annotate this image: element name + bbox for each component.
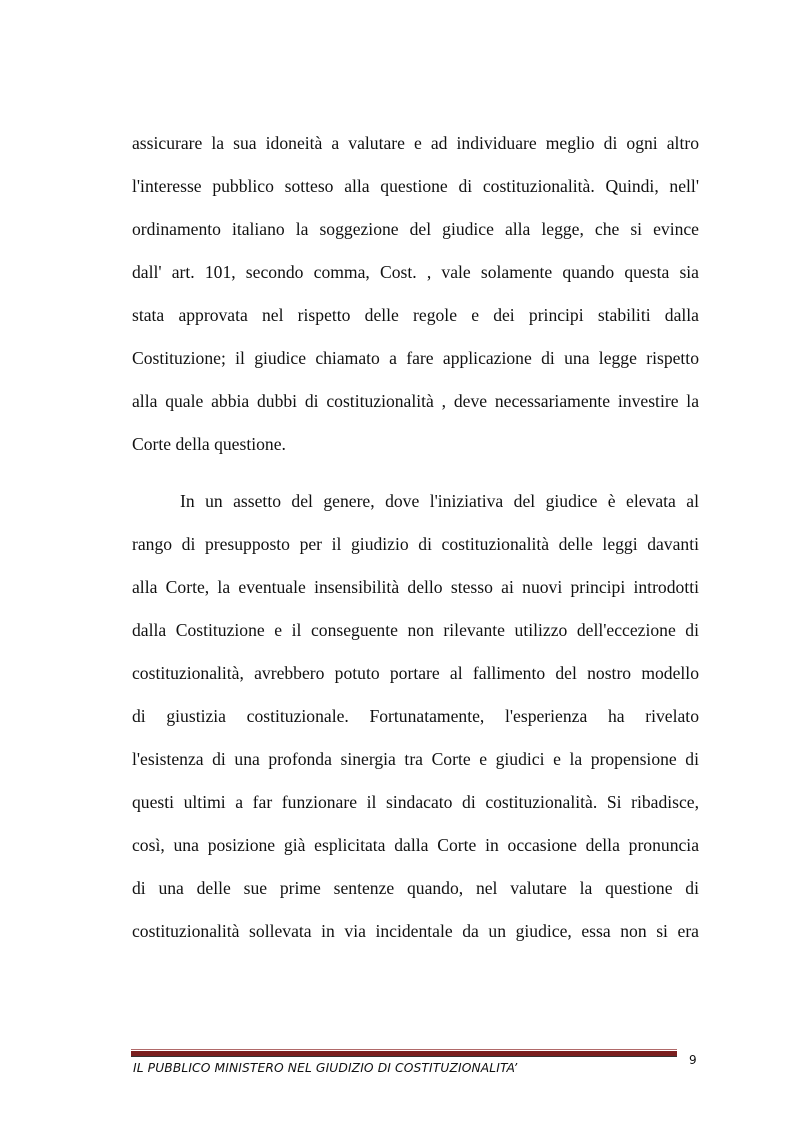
footer-divider [131,1051,677,1057]
text-line: rango di presupposto per il giudizio di costituzionalità delle leggi davanti [132,534,699,554]
text-line: dalla Costituzione e il conseguente non rilevante utilizzo dell'eccezione di [132,620,699,640]
text-line: ordinamento italiano la soggezione del giudice alla legge, che si evince [132,219,699,239]
text-line: dall' art. 101, secondo comma, Cost. , vale solamente quando questa sia [132,262,699,282]
running-title: IL PUBBLICO MINISTERO NEL GIUDIZIO DI COSTITUZIONALITA’ [133,1061,518,1075]
text-line: Corte della questione. [132,434,286,454]
text-line: di una delle sue prime sentenze quando, nel valutare la questione di [132,878,699,898]
text-line: alla quale abbia dubbi di costituzionalità , deve necessariamente investire la [132,391,699,411]
text-line: di giustizia costituzionale. Fortunatamente, l'esperienza ha rivelato [132,706,699,726]
text-line: questi ultimi a far funzionare il sindacato di costituzionalità. Si ribadisce, [132,792,699,812]
text-line: In un assetto del genere, dove l'iniziativa del giudice è elevata al [180,491,699,511]
text-line: costituzionalità sollevata in via incidentale da un giudice, essa non si era [132,921,699,941]
footer-divider-thin [131,1049,677,1050]
text-line: così, una posizione già esplicitata dalla Corte in occasione della pronuncia [132,835,699,855]
text-line: Costituzione; il giudice chiamato a fare applicazione di una legge rispetto [132,348,699,368]
page-number: 9 [689,1053,697,1067]
text-line: l'esistenza di una profonda sinergia tra Corte e giudici e la propensione di [132,749,699,769]
text-line: stata approvata nel rispetto delle regole e dei principi stabiliti dalla [132,305,699,325]
text-line: assicurare la sua idoneità a valutare e ad individuare meglio di ogni altro [132,133,699,153]
text-line: alla Corte, la eventuale insensibilità dello stesso ai nuovi principi introdotti [132,577,699,597]
text-line: l'interesse pubblico sotteso alla questione di costituzionalità. Quindi, nell' [132,176,699,196]
text-line: costituzionalità, avrebbero potuto portare al fallimento del nostro modello [132,663,699,683]
